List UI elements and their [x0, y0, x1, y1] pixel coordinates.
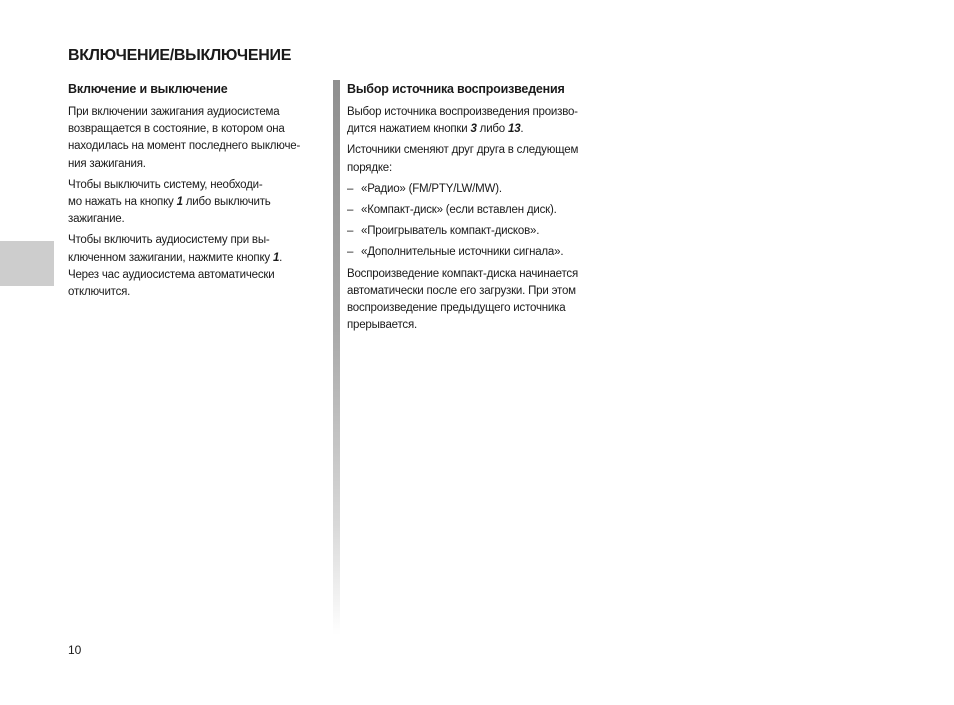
- section-heading-on-off: Включение и выключение: [68, 82, 228, 96]
- text-line: находилась на момент последнего выключе-: [68, 140, 301, 153]
- text-line: порядке:: [347, 161, 392, 174]
- button-reference: 13: [508, 123, 521, 136]
- paragraph-switch-off: [68, 177, 330, 229]
- text-line: зажигание.: [68, 213, 125, 226]
- list-item-text: «Проигрыватель компакт-дисков».: [361, 225, 540, 238]
- list-item-text: «Компакт-диск» (если вставлен диск).: [361, 204, 557, 217]
- text-fragment: либо выключить: [182, 196, 271, 209]
- column-divider: [333, 80, 340, 635]
- list-item-text: «Дополнительные источники сигнала».: [361, 246, 564, 259]
- right-column: [347, 80, 615, 338]
- text-line: Чтобы включить аудиосистему при вы-: [68, 234, 270, 247]
- text-line: Выбор источника воспроизведения произво-: [347, 106, 578, 118]
- text-line: Чтобы выключить систему, необходи-: [68, 178, 263, 191]
- dash-bullet: –: [347, 204, 354, 217]
- dash-bullet: –: [347, 225, 354, 238]
- text-line: Воспроизведение компакт-диска начинается: [347, 267, 579, 280]
- text-fragment: .: [520, 123, 524, 136]
- paragraph-switch-on: [68, 232, 330, 301]
- text-fragment: ключенном зажигании, нажмите кнопку: [68, 251, 273, 264]
- paragraph-ignition-state: [68, 104, 330, 173]
- list-item: [347, 244, 615, 261]
- paragraph-source-order: [347, 142, 615, 176]
- button-reference: 1: [176, 196, 183, 209]
- chapter-tab: [0, 241, 54, 286]
- text-line: Через час аудиосистема автоматически: [68, 268, 275, 281]
- text-line: Источники сменяют друг друга в следующем: [347, 144, 579, 157]
- text-fragment: либо: [476, 123, 508, 136]
- button-reference: 3: [470, 123, 477, 136]
- paragraph-cd-autoplay: [347, 266, 615, 335]
- text-fragment: дится нажатием кнопки: [347, 123, 471, 136]
- section-heading-source-select: Выбор источника воспроизведения: [347, 82, 565, 96]
- dash-bullet: –: [347, 246, 354, 259]
- left-column: [68, 80, 330, 305]
- text-line: При включении зажигания аудиосистема: [68, 106, 280, 118]
- text-line: воспроизведение предыдущего источника: [347, 302, 566, 315]
- text-fragment: мо нажать на кнопку: [68, 196, 177, 209]
- list-item-text: «Радио» (FM/PTY/LW/MW).: [361, 182, 502, 195]
- text-line: автоматически после его загрузки. При этом: [347, 284, 576, 297]
- paragraph-source-buttons: [347, 104, 615, 138]
- list-item: [347, 223, 615, 240]
- list-item: [347, 202, 615, 219]
- button-reference: 1: [272, 251, 280, 264]
- page-number: 10: [68, 643, 82, 657]
- text-line: отключится.: [68, 286, 131, 299]
- text-line: возвращается в состояние, в котором она: [68, 123, 285, 136]
- text-line: прерывается.: [347, 319, 417, 332]
- list-item: [347, 181, 615, 198]
- text-fragment: .: [279, 251, 283, 264]
- text-line: ния зажигания.: [68, 157, 146, 170]
- page-title: ВКЛЮЧЕНИЕ/ВЫКЛЮЧЕНИЕ: [68, 47, 292, 64]
- dash-bullet: –: [347, 182, 354, 195]
